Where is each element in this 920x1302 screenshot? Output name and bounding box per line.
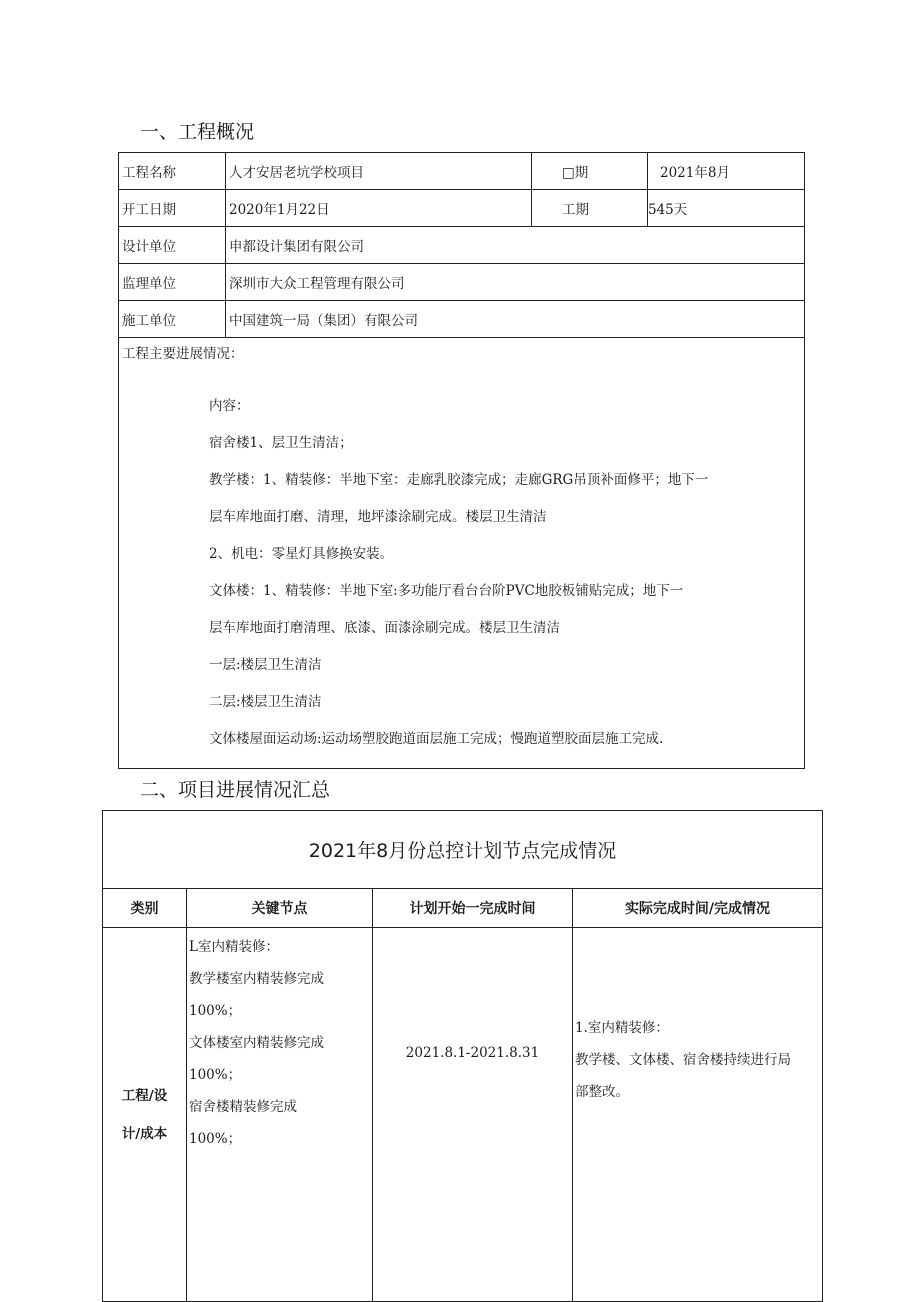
section-heading-summary: 二、项目进展情况汇总 <box>140 779 331 801</box>
progress-line: 文体楼：1、精装修：半地下室:多功能厅看台台阶PVC地胶板铺贴完成；地下一 <box>209 583 684 599</box>
key-node-line: 宿舍楼精装修完成 <box>189 1099 297 1115</box>
duration-label: 工期 <box>532 190 648 227</box>
construction-unit-value: 中国建筑一局（集团）有限公司 <box>226 301 805 338</box>
period-value: 2021年8月 <box>648 153 805 190</box>
key-node-line: 教学楼室内精装修完成 <box>189 971 324 987</box>
key-node-line: 100%； <box>189 1067 242 1083</box>
design-unit-label: 设计单位 <box>119 227 226 264</box>
header-category: 类别 <box>103 889 187 928</box>
category-line: 计/成本 <box>121 1125 168 1142</box>
plan-time-cell: 2021.8.1-2021.8.31 <box>373 928 573 1302</box>
progress-title: 工程主要进展情况： <box>122 346 244 362</box>
progress-line: 层车库地面打磨清理、底漆、面漆涂刷完成。楼层卫生清洁 <box>209 620 560 636</box>
section-heading-overview: 一、工程概况 <box>140 121 255 143</box>
start-date-label: 开工日期 <box>119 190 226 227</box>
key-node-cell <box>187 928 373 1302</box>
key-node-line: 100%； <box>189 1003 242 1019</box>
key-node-line: L室内精装修： <box>189 939 279 955</box>
actual-line: 部整改。 <box>575 1084 629 1100</box>
category-cell <box>103 928 187 1302</box>
actual-line: 1.室内精装修： <box>575 1020 669 1036</box>
header-key-node: 关键节点 <box>187 889 373 928</box>
progress-line: 文体楼屋面运动场:运动场塑胶跑道面层施工完成；慢跑道塑胶面层施工完成. <box>209 731 664 747</box>
summary-table <box>102 810 823 1302</box>
actual-line: 教学楼、文体楼、宿舍楼持续进行局 <box>575 1052 791 1068</box>
key-node-line: 文体楼室内精装修完成 <box>189 1035 324 1051</box>
summary-title: 2021年8月份总控计划节点完成情况 <box>103 811 823 889</box>
category-line: 工程/设 <box>121 1087 168 1104</box>
design-unit-value: 申都设计集团有限公司 <box>226 227 805 264</box>
progress-body <box>119 362 804 768</box>
progress-line: 层车库地面打磨、清理，地坪漆涂刷完成。楼层卫生清洁 <box>209 509 547 525</box>
supervision-unit-value: 深圳市大众工程管理有限公司 <box>226 264 805 301</box>
start-date-value: 2020年1月22日 <box>226 190 532 227</box>
progress-line: 一层:楼层卫生清洁 <box>209 657 322 673</box>
construction-unit-label: 施工单位 <box>119 301 226 338</box>
project-name-label: 工程名称 <box>119 153 226 190</box>
overview-table <box>118 152 805 769</box>
progress-line: 内容： <box>209 398 250 414</box>
progress-line: 宿舍楼1、层卫生清洁； <box>209 435 353 451</box>
header-plan-time: 计划开始一完成时间 <box>373 889 573 928</box>
progress-line: 教学楼：1、精装修：半地下室：走廊乳胶漆完成；走廊GRG吊顶补面修平；地下一 <box>209 472 709 488</box>
header-actual: 实际完成时间/完成情况 <box>573 889 823 928</box>
progress-cell <box>119 338 805 769</box>
period-label: □期 <box>532 153 648 190</box>
project-name-value: 人才安居老坑学校项目 <box>226 153 532 190</box>
progress-line: 2、机电：零星灯具修换安装。 <box>209 546 394 562</box>
duration-value: 545天 <box>648 190 805 227</box>
progress-line: 二层:楼层卫生清洁 <box>209 694 322 710</box>
key-node-line: 100%； <box>189 1131 242 1147</box>
actual-cell <box>573 928 823 1302</box>
supervision-unit-label: 监理单位 <box>119 264 226 301</box>
